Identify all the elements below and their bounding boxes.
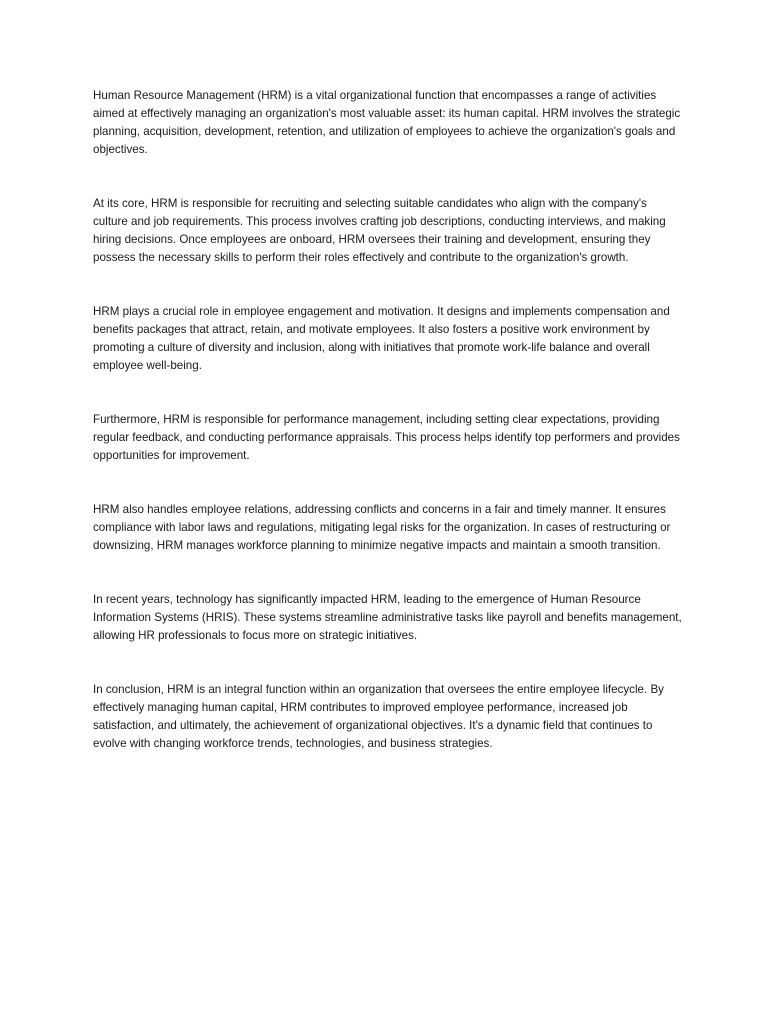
paragraph-performance-management: Furthermore, HRM is responsible for performance management, including setting clear expectations, providing regular feedback, and conducting performance appraisals. This process helps identify top performers and provides opportunities for improvement. <box>93 413 680 462</box>
paragraph-recruiting-and-training: At its core, HRM is responsible for recruiting and selecting suitable candidates who align with the company's culture and job requirements. This process involves crafting job descriptions, conducting interviews, and making hiring decisions. Once employees are onboard, HRM oversees their training and development, ensuring they possess the necessary skills to perform their roles effectively and contribute to the organization's growth. <box>93 197 666 264</box>
paragraph-technology-hris: In recent years, technology has significantly impacted HRM, leading to the emergence of Human Resource Information Systems (HRIS). These systems streamline administrative tasks like payroll and benefits management, allowing HR professionals to focus more on strategic initiatives. <box>93 593 682 642</box>
paragraph-engagement-and-motivation: HRM plays a crucial role in employee engagement and motivation. It designs and implements compensation and benefits packages that attract, retain, and motivate employees. It also fosters a positive work environment by promoting a culture of diversity and inclusion, along with initiatives that promote work-life balance and overall employee well-being. <box>93 305 670 372</box>
paragraph-hrm-definition: Human Resource Management (HRM) is a vital organizational function that encompasses a range of activities aimed at effectively managing an organization's most valuable asset: its human capital. HRM involves the strategic planning, acquisition, development, retention, and utilization of employees to achieve the organization's goals and objectives. <box>93 89 681 156</box>
paragraph-employee-relations: HRM also handles employee relations, addressing conflicts and concerns in a fair and timely manner. It ensures compliance with labor laws and regulations, mitigating legal risks for the organization. In cases of restructuring or downsizing, HRM manages workforce planning to minimize negative impacts and maintain a smooth transition. <box>93 503 671 552</box>
paragraph-conclusion: In conclusion, HRM is an integral function within an organization that oversees the entire employee lifecycle. By effectively managing human capital, HRM contributes to improved employee performance, increased job satisfaction, and ultimately, the achievement of organizational objectives. It's a dynamic field that continues to evolve with changing workforce trends, technologies, and business strategies. <box>93 683 664 750</box>
document-body <box>93 87 683 789</box>
